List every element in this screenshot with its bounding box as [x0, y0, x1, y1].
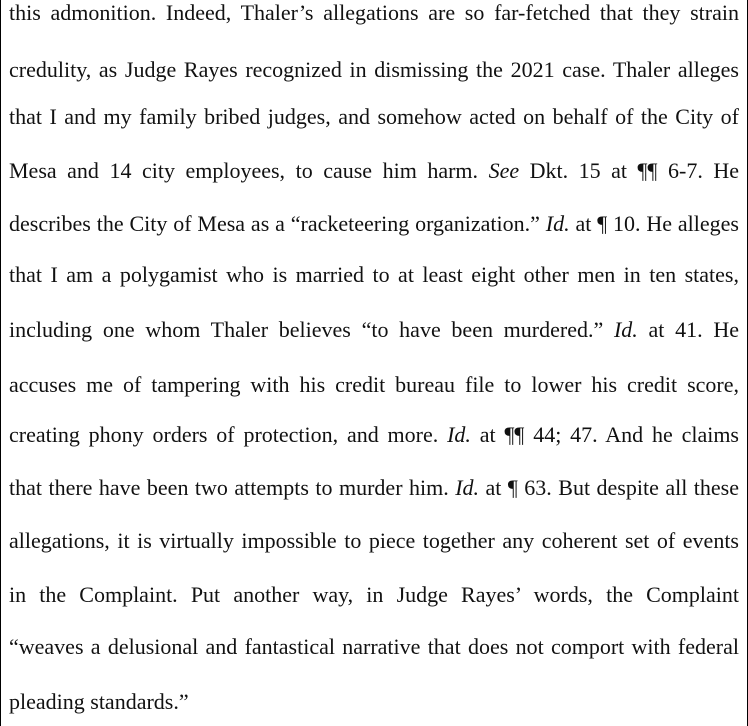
text-segment: at 41. He [637, 317, 739, 342]
text-segment: Dkt. 15 at ¶¶ 6-7. He [519, 158, 739, 183]
text-segment: that I am a polygamist who is married to at least eight other men in ten states, [9, 262, 739, 287]
text-line [9, 262, 739, 288]
text-line [9, 372, 739, 398]
text-segment: “weaves a delusional and fantastical narrative that does not comport with federal [9, 634, 739, 659]
text-segment: allegations, it is virtually impossible to piece together any coherent set of events [9, 528, 739, 553]
text-line [9, 582, 739, 608]
italic-citation: Id. [447, 422, 471, 447]
text-line [9, 528, 739, 554]
text-line [9, 422, 739, 448]
italic-citation: Id. [545, 211, 570, 236]
text-line [9, 0, 739, 26]
text-segment: this admonition. Indeed, Thaler’s allegations are so far-fetched that they strain [9, 0, 739, 25]
text-segment: including one whom Thaler believes “to have been murdered.” [9, 317, 614, 342]
text-line [9, 634, 739, 660]
italic-citation: Id. [613, 317, 638, 342]
text-segment: in the Complaint. Put another way, in Judge Rayes’ words, the Complaint [9, 582, 739, 607]
text-line [9, 317, 739, 343]
text-segment: pleading standards.” [9, 689, 189, 714]
text-segment: creating phony orders of protection, and more. [9, 422, 448, 447]
text-segment: at ¶ 10. He alleges [569, 211, 739, 236]
text-segment: at ¶¶ 44; 47. And he claims [470, 422, 739, 447]
text-line [9, 57, 739, 83]
italic-citation: See [488, 158, 520, 183]
text-line [9, 689, 739, 715]
text-segment: at ¶ 63. But despite all these [479, 475, 739, 500]
text-segment: that there have been two attempts to murder him. [9, 475, 456, 500]
text-line [9, 158, 739, 184]
text-segment: accuses me of tampering with his credit bureau file to lower his credit score, [9, 372, 739, 397]
text-segment: credulity, as Judge Rayes recognized in dismissing the 2021 case. Thaler alleges [9, 57, 739, 82]
text-line [9, 104, 739, 130]
text-segment: that I and my family bribed judges, and somehow acted on behalf of the City of [9, 104, 739, 129]
text-line [9, 211, 739, 237]
italic-citation: Id. [455, 475, 480, 500]
text-segment: Mesa and 14 city employees, to cause him harm. [9, 158, 489, 183]
text-segment: describes the City of Mesa as a “racketeering organization.” [9, 211, 546, 236]
text-line [9, 475, 739, 501]
